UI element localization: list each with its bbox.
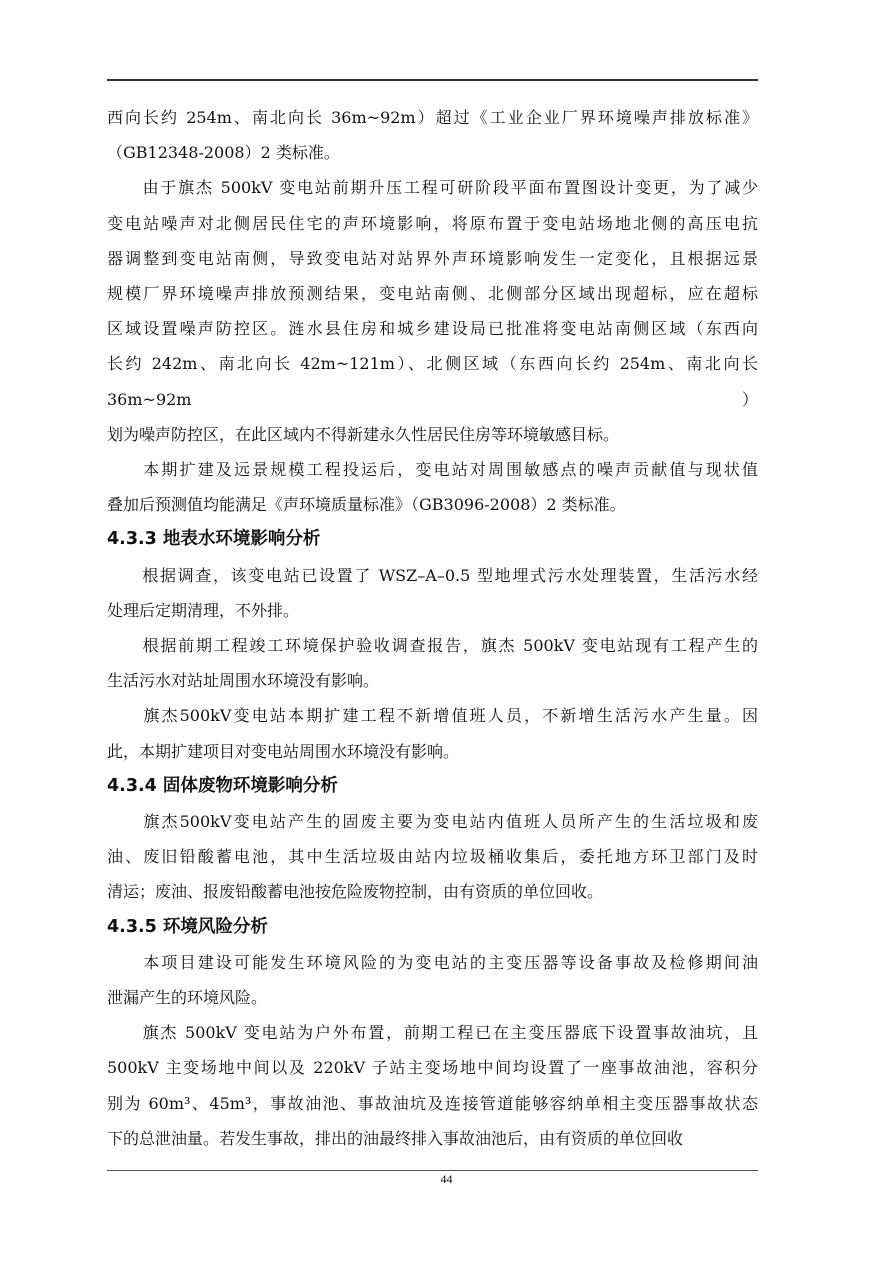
text-line: 此，本期扩建项目对变电站周围水环境没有影响。 [107, 741, 460, 761]
text-line: 根据前期工程竣工环境保护验收调查报告，旗杰 500kV 变电站现有工程产生的 [107, 636, 758, 656]
page-number: 44 [440, 1172, 453, 1186]
text-line: 别为 60m³、45m³，事故油池、事故油坑及连接管道能够容纳单相主变压器事故状态 [107, 1093, 758, 1113]
text-line: 本项目建设可能发生环境风险的为变电站的主变压器等设备事故及检修期间油 [107, 952, 758, 972]
text-line: 区域设置噪声防控区。涟水县住房和城乡建设局已批准将变电站南侧区域（东西向 [107, 319, 758, 339]
text-line: 变电站噪声对北侧居民住宅的声环境影响，将原布置于变电站场地北侧的高压电抗 [107, 213, 758, 233]
text-line: 油、废旧铅酸蓄电池，其中生活垃圾由站内垃圾桶收集后，委托地方环卫部门及时 [107, 847, 758, 867]
text-line: 叠加后预测值均能满足《声环境质量标准》（GB3096-2008）2 类标准。 [107, 495, 626, 515]
paragraph [107, 1015, 758, 1156]
text-line: 西向长约 254m、南北向长 36m~92m）超过《工业企业厂界环境噪声排放标准》 [107, 108, 758, 127]
text-line: 规模厂界环境噪声排放预测结果，变电站南侧、北侧部分区域出现超标，应在超标 [107, 284, 758, 304]
text-line: 划为噪声防控区，在此区域内不得新建永久性居民住房等环境敏感目标。 [107, 424, 620, 444]
text-line: 由于旗杰 500kV 变电站前期升压工程可研阶段平面布置图设计变更，为了减少 [107, 178, 758, 198]
text-line: 长约 242m、南北向长 42m~121m）、北侧区域（东西向长约 254m、南北向长 36m~92m） [107, 354, 758, 409]
paragraph [107, 452, 758, 522]
text-line: 清运；废油、报废铅酸蓄电池按危险废物控制，由有资质的单位回收。 [107, 882, 604, 902]
text-line: 旗杰500kV变电站本期扩建工程不新增值班人员，不新增生活污水产生量。因 [107, 706, 758, 726]
paragraph [107, 945, 758, 1015]
text-line: （GB12348-2008）2 类标准。 [107, 143, 340, 163]
paragraph [107, 804, 758, 910]
document-body [107, 100, 758, 1156]
header-rule [107, 79, 758, 81]
paragraph [107, 558, 758, 628]
paragraph [107, 698, 758, 768]
paragraph [107, 628, 758, 698]
text-line: 500kV 主变场地中间以及 220kV 子站主变场地中间均设置了一座事故油池，容积分 [107, 1058, 758, 1078]
text-line: 根据调查，该变电站已设置了 WSZ–A–0.5 型地埋式污水处理装置，生活污水经 [107, 565, 758, 585]
text-line: 生活污水对站址周围水环境没有影响。 [107, 671, 380, 691]
paragraph [107, 100, 758, 170]
text-line: 泄漏产生的环境风险。 [107, 988, 268, 1008]
paragraph [107, 170, 758, 452]
section-heading: 4.3.5 环境风险分析 [107, 916, 268, 937]
section-heading: 4.3.3 地表水环境影响分析 [107, 529, 321, 550]
section-heading: 4.3.4 固体废物环境影响分析 [107, 775, 338, 796]
text-line: 处理后定期清理，不外排。 [107, 600, 300, 620]
text-line: 本期扩建及远景规模工程投运后，变电站对周围敏感点的噪声贡献值与现状值 [107, 460, 758, 480]
text-line: 器调整到变电站南侧，导致变电站对站界外声环境影响发生一定变化，且根据远景 [107, 248, 758, 268]
footer-rule [107, 1170, 758, 1171]
text-line: 下的总泄油量。若发生事故，排出的油最终排入事故油池后，由有资质的单位回收 [107, 1128, 684, 1148]
text-line: 旗杰 500kV 变电站为户外布置，前期工程已在主变压器底下设置事故油坑，且 [107, 1023, 758, 1043]
text-line: 旗杰500kV变电站产生的固废主要为变电站内值班人员所产生的生活垃圾和废 [107, 812, 758, 832]
